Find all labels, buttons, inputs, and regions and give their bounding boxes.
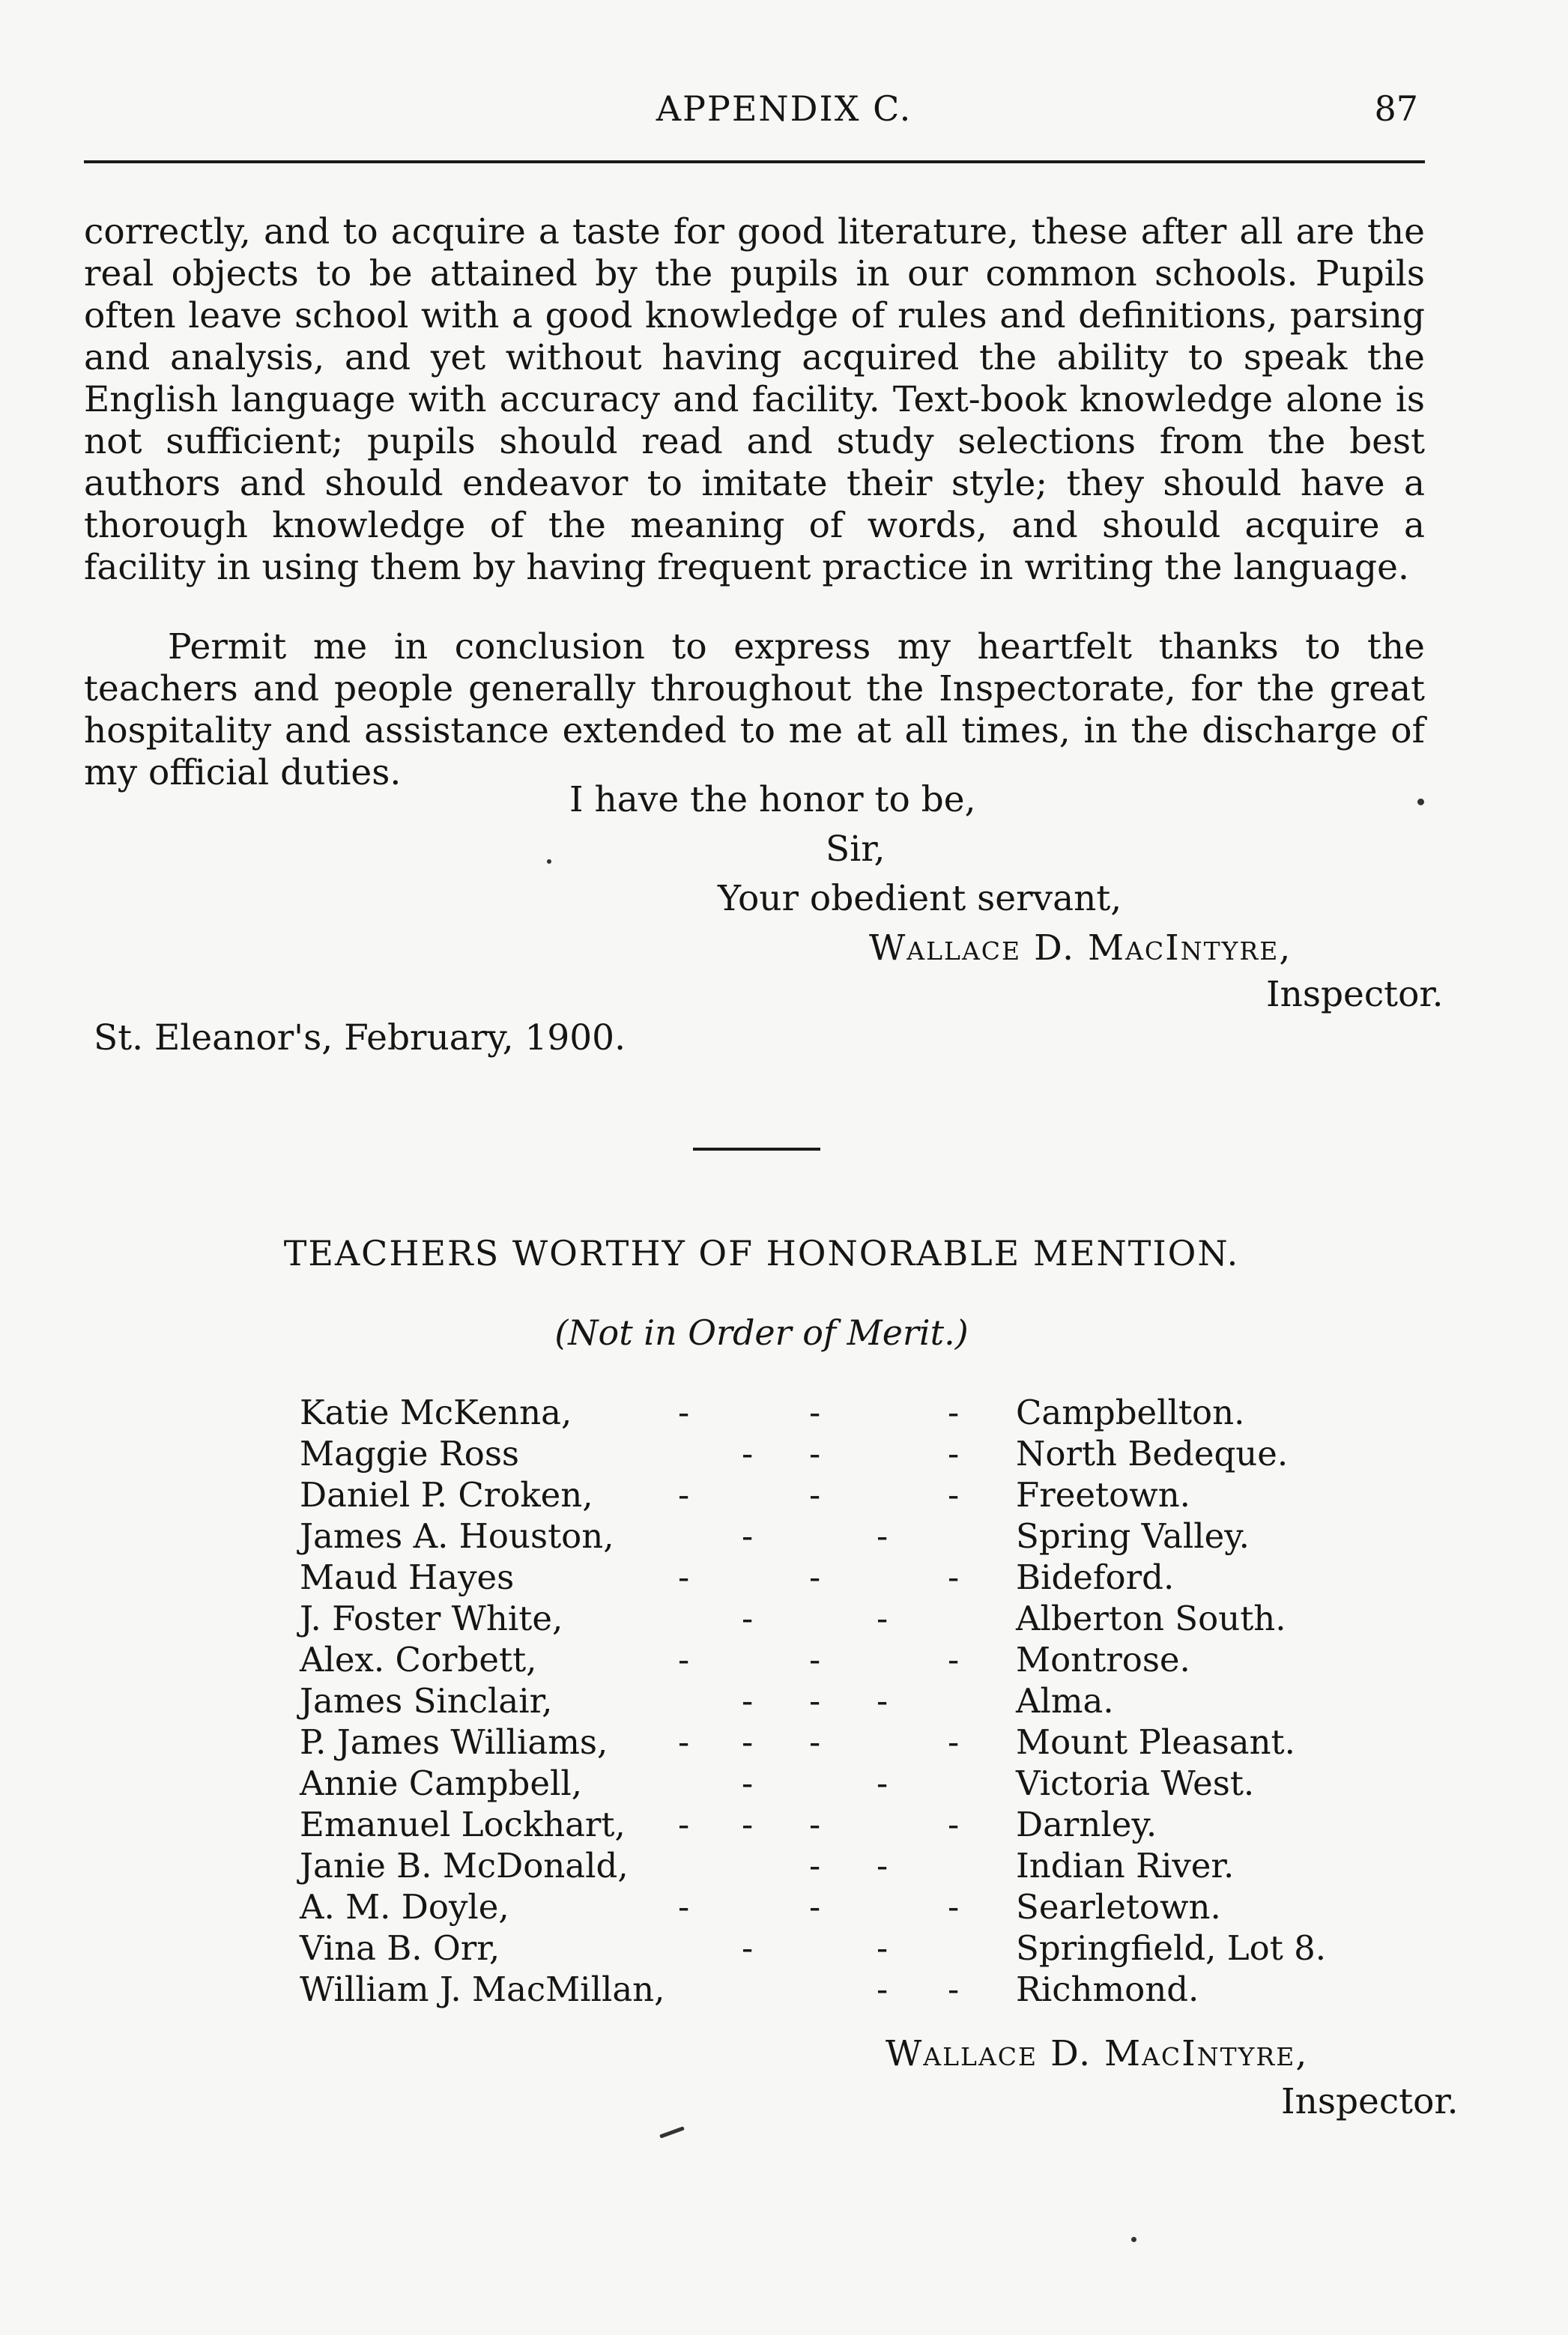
leader-dash: - <box>948 1475 960 1515</box>
leader-dash: - <box>742 1763 754 1803</box>
leader-dash: - <box>948 1805 960 1844</box>
teacher-list <box>300 1392 1348 2010</box>
leader-dash: - <box>742 1681 754 1721</box>
teacher-name: Annie Campbell, <box>300 1763 583 1803</box>
leader-dash: - <box>678 1887 690 1927</box>
teacher-name: P. James Williams, <box>300 1722 608 1762</box>
leader-dash: - <box>877 1681 889 1721</box>
leader-dash: - <box>742 1434 754 1474</box>
teacher-row <box>300 1680 1348 1721</box>
body-paragraph-2: Permit me in conclusion to express my heartfelt thanks to the teachers and people generally throughout the Inspectorate, for the great hospitality and assistance extended to me at all times, in the discharge of my official duties. <box>84 626 1425 793</box>
body-paragraph-1: correctly, and to acquire a taste for good literature, these after all are the real objects to be attained by the pupils in our common schools. Pupils often leave school with a good knowledge of rules and definitions, parsing and analysis, and yet without having acquired the ability to speak the English language with accuracy and facility. Text-book knowledge alone is not sufficient; pupils should read and study selections from the best authors and should endeavor to imitate their style; they should have a thorough knowledge of the meaning of words, and should acquire a facility in using them by having frequent practice in writing the language. <box>84 211 1425 588</box>
teacher-place: Alma. <box>1016 1681 1114 1721</box>
teacher-place: Victoria West. <box>1016 1763 1255 1803</box>
leader-dash: - <box>809 1846 821 1886</box>
leader-dash: - <box>948 1434 960 1474</box>
teacher-name: Daniel P. Croken, <box>300 1475 593 1515</box>
teacher-row <box>300 1474 1348 1515</box>
teacher-row <box>300 1557 1348 1598</box>
leader-dash: - <box>678 1722 690 1762</box>
print-speck <box>659 2126 685 2138</box>
section-title: TEACHERS WORTHY OF HONORABLE MENTION. <box>283 1233 1240 1274</box>
signature-name: Wallace D. MacIntyre, <box>869 927 1292 969</box>
teacher-place: North Bedeque. <box>1016 1434 1289 1474</box>
teacher-name: James Sinclair, <box>300 1681 553 1721</box>
print-speck <box>1131 2237 1136 2242</box>
teacher-row <box>300 1392 1348 1433</box>
leader-dash: - <box>678 1640 690 1680</box>
teacher-name: Katie McKenna, <box>300 1393 572 1432</box>
leader-dash: - <box>877 1599 889 1638</box>
leader-dash: - <box>742 1599 754 1638</box>
teacher-name: Maggie Ross <box>300 1434 520 1474</box>
teacher-name: Vina B. Orr, <box>300 1928 500 1968</box>
leader-dash: - <box>948 1393 960 1432</box>
teacher-place: Montrose. <box>1016 1640 1190 1680</box>
teacher-row <box>300 1969 1348 2010</box>
print-speck <box>547 859 551 864</box>
leader-dash: - <box>809 1434 821 1474</box>
teacher-row <box>300 1639 1348 1680</box>
leader-dash: - <box>877 1516 889 1556</box>
teacher-place: Bideford. <box>1016 1557 1175 1597</box>
leader-dash: - <box>877 1928 889 1968</box>
teacher-place: Springfield, Lot 8. <box>1016 1928 1327 1968</box>
leader-dash: - <box>948 1557 960 1597</box>
leader-dash: - <box>877 1846 889 1886</box>
leader-dash: - <box>948 1969 960 2009</box>
signature-title: Inspector. <box>1266 974 1444 1015</box>
teacher-name: Emanuel Lockhart, <box>300 1805 626 1844</box>
leader-dash: - <box>809 1557 821 1597</box>
leader-dash: - <box>809 1475 821 1515</box>
teacher-place: Alberton South. <box>1016 1599 1286 1638</box>
leader-dash: - <box>678 1805 690 1844</box>
list-signature-title: Inspector. <box>1281 2081 1459 2122</box>
leader-dash: - <box>809 1393 821 1432</box>
teacher-row <box>300 1515 1348 1557</box>
leader-dash: - <box>877 1763 889 1803</box>
leader-dash: - <box>809 1681 821 1721</box>
teacher-name: A. M. Doyle, <box>300 1887 509 1927</box>
teacher-row <box>300 1845 1348 1886</box>
leader-dash: - <box>809 1805 821 1844</box>
print-speck <box>1417 799 1424 805</box>
teacher-row <box>300 1804 1348 1845</box>
list-signature-name: Wallace D. MacIntyre, <box>886 2033 1309 2074</box>
leader-dash: - <box>742 1805 754 1844</box>
teacher-name: Alex. Corbett, <box>300 1640 537 1680</box>
leader-dash: - <box>948 1722 960 1762</box>
teacher-row <box>300 1721 1348 1763</box>
leader-dash: - <box>678 1557 690 1597</box>
teacher-row <box>300 1886 1348 1927</box>
leader-dash: - <box>809 1887 821 1927</box>
teacher-place: Indian River. <box>1016 1846 1235 1886</box>
teacher-row <box>300 1927 1348 1969</box>
page-number: 87 <box>1374 88 1418 129</box>
teacher-name: Janie B. McDonald, <box>300 1846 629 1886</box>
teacher-row <box>300 1433 1348 1474</box>
section-separator-rule <box>693 1148 820 1151</box>
teacher-name: William J. MacMillan, <box>300 1969 665 2009</box>
leader-dash: - <box>948 1640 960 1680</box>
leader-dash: - <box>742 1928 754 1968</box>
teacher-place: Spring Valley. <box>1016 1516 1250 1556</box>
closing-line-servant: Your obedient servant, <box>718 878 1122 919</box>
closing-line-honor: I have the honor to be, <box>569 779 976 820</box>
leader-dash: - <box>809 1722 821 1762</box>
teacher-place: Richmond. <box>1016 1969 1199 2009</box>
section-subtitle: (Not in Order of Merit.) <box>554 1312 969 1353</box>
header-rule <box>84 160 1425 163</box>
teacher-place: Darnley. <box>1016 1805 1157 1844</box>
closing-line-sir: Sir, <box>826 829 886 870</box>
leader-dash: - <box>742 1722 754 1762</box>
teacher-row <box>300 1598 1348 1639</box>
leader-dash: - <box>948 1887 960 1927</box>
teacher-place: Campbellton. <box>1016 1393 1245 1432</box>
place-and-date: St. Eleanor's, February, 1900. <box>94 1017 626 1059</box>
leader-dash: - <box>678 1475 690 1515</box>
running-header-title: APPENDIX C. <box>656 88 912 129</box>
teacher-name: J. Foster White, <box>300 1599 563 1638</box>
teacher-place: Freetown. <box>1016 1475 1190 1515</box>
leader-dash: - <box>742 1516 754 1556</box>
leader-dash: - <box>678 1393 690 1432</box>
teacher-place: Searletown. <box>1016 1887 1221 1927</box>
leader-dash: - <box>877 1969 889 2009</box>
teacher-name: James A. Houston, <box>300 1516 614 1556</box>
teacher-name: Maud Hayes <box>300 1557 515 1597</box>
leader-dash: - <box>809 1640 821 1680</box>
teacher-row <box>300 1763 1348 1804</box>
teacher-place: Mount Pleasant. <box>1016 1722 1295 1762</box>
